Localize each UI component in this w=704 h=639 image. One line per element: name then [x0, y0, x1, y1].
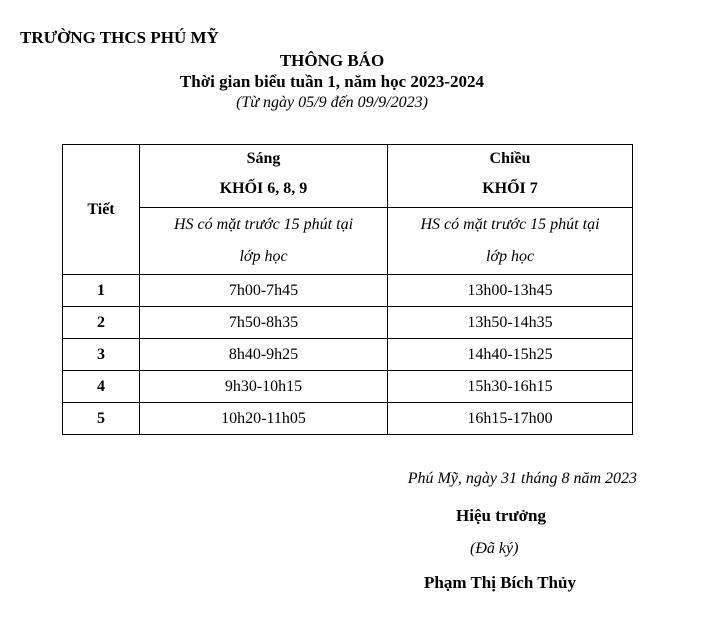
period-number: 1 — [63, 275, 140, 307]
afternoon-time: 13h00-13h45 — [388, 275, 633, 307]
morning-header — [140, 145, 388, 208]
morning-label: Sáng — [246, 150, 281, 167]
period-number: 2 — [63, 307, 140, 339]
afternoon-time: 13h50-14h35 — [388, 307, 633, 339]
table-note-row — [63, 208, 633, 275]
table-row — [63, 307, 633, 339]
notice-title: THÔNG BÁO — [279, 51, 385, 70]
afternoon-label: Chiều — [489, 150, 531, 167]
afternoon-time: 14h40-15h25 — [388, 339, 633, 371]
afternoon-header — [388, 145, 633, 208]
table-row — [63, 403, 633, 435]
period-number: 5 — [63, 403, 140, 435]
date-range: (Từ ngày 05/9 đến 09/9/2023) — [236, 94, 428, 111]
afternoon-note — [388, 208, 633, 275]
morning-note-line1: HS có mặt trước 15 phút tại — [173, 216, 354, 233]
period-number: 3 — [63, 339, 140, 371]
period-number: 4 — [63, 371, 140, 403]
table-row — [63, 275, 633, 307]
afternoon-time: 16h15-17h00 — [388, 403, 633, 435]
morning-time: 10h20-11h05 — [140, 403, 388, 435]
morning-time: 9h30-10h15 — [140, 371, 388, 403]
tiet-header: Tiết — [63, 145, 140, 275]
morning-note-line2: lớp học — [239, 248, 288, 265]
afternoon-grades: KHỐI 7 — [482, 180, 538, 197]
morning-time: 7h50-8h35 — [140, 307, 388, 339]
afternoon-note-line1: HS có mặt trước 15 phút tại — [420, 216, 600, 233]
afternoon-note-line2: lớp học — [485, 248, 535, 265]
table-row — [63, 339, 633, 371]
table-header-row — [63, 145, 633, 208]
notice-subtitle: Thời gian biểu tuần 1, năm học 2023-2024 — [179, 72, 485, 91]
signed-note: (Đã ký) — [470, 540, 519, 557]
place-date: Phú Mỹ, ngày 31 tháng 8 năm 2023 — [407, 470, 637, 487]
morning-grades: KHỐI 6, 8, 9 — [219, 180, 308, 197]
signer-name: Phạm Thị Bích Thủy — [424, 573, 576, 592]
signer-role: Hiệu trưởng — [456, 506, 546, 525]
schedule-table — [62, 144, 633, 435]
morning-note — [140, 208, 388, 275]
morning-time: 7h00-7h45 — [140, 275, 388, 307]
morning-time: 8h40-9h25 — [140, 339, 388, 371]
school-name: TRƯỜNG THCS PHÚ MỸ — [20, 28, 219, 47]
afternoon-time: 15h30-16h15 — [388, 371, 633, 403]
table-row — [63, 371, 633, 403]
